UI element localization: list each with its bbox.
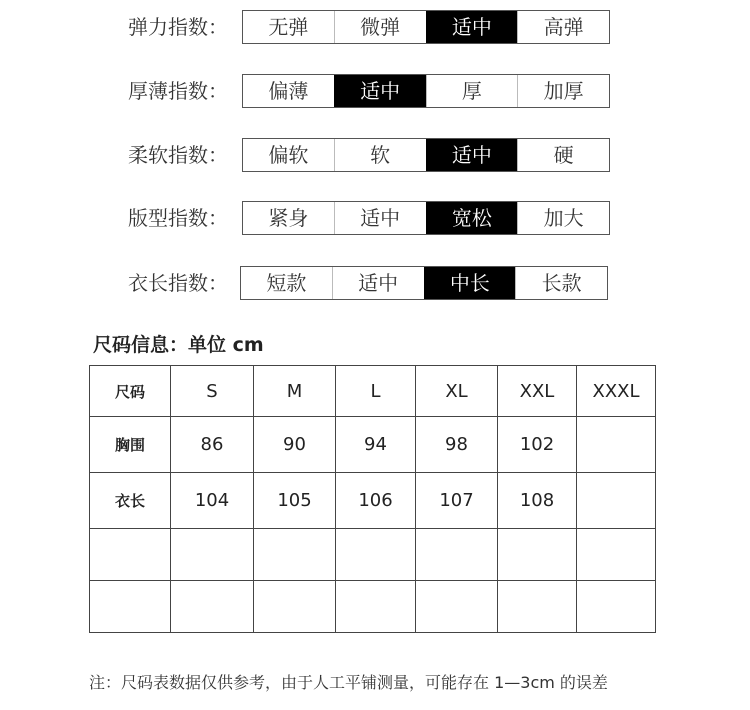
table-cell — [90, 581, 171, 633]
table-cell — [336, 529, 416, 581]
table-cell: 衣长 — [90, 473, 171, 529]
size-chart-title: 尺码信息：单位 cm — [93, 334, 264, 356]
table-cell — [577, 581, 656, 633]
attr-option: 适中 — [426, 139, 518, 171]
attr-label: 衣长指数： — [128, 271, 228, 295]
table-cell — [171, 529, 254, 581]
table-cell: 胸围 — [90, 417, 171, 473]
attr-option: 加大 — [517, 202, 609, 234]
table-header-cell: XL — [416, 366, 498, 417]
attr-option: 中长 — [424, 267, 516, 299]
attr-option: 紧身 — [268, 206, 309, 230]
attr-option: 适中 — [426, 11, 518, 43]
table-cell — [577, 473, 656, 529]
table-row — [90, 529, 656, 581]
table-header-row — [90, 366, 656, 417]
table-cell — [416, 529, 498, 581]
table-cell — [254, 529, 336, 581]
table-cell — [171, 581, 254, 633]
table-cell: 94 — [336, 417, 416, 473]
attr-option: 微弹 — [334, 11, 426, 43]
table-cell: 107 — [416, 473, 498, 529]
table-header-cell: L — [336, 366, 416, 417]
table-cell: 98 — [416, 417, 498, 473]
table-header-cell: M — [254, 366, 336, 417]
attr-scale — [242, 74, 610, 108]
attr-option: 厚 — [426, 75, 518, 107]
attr-row-length — [0, 266, 750, 300]
table-cell: 105 — [254, 473, 336, 529]
table-cell: 86 — [171, 417, 254, 473]
attr-option: 无弹 — [268, 15, 309, 39]
table-cell: 102 — [498, 417, 577, 473]
attr-scale — [240, 266, 608, 300]
attr-option: 短款 — [266, 271, 307, 295]
attr-option: 偏薄 — [268, 79, 309, 103]
attr-label: 版型指数： — [128, 206, 228, 230]
attr-label: 厚薄指数： — [128, 79, 228, 103]
table-cell: 108 — [498, 473, 577, 529]
attr-label: 弹力指数： — [128, 15, 228, 39]
table-cell — [498, 529, 577, 581]
attr-option: 适中 — [332, 267, 424, 299]
table-header-cell: 尺码 — [90, 366, 171, 417]
table-header-cell: XXL — [498, 366, 577, 417]
attr-option: 硬 — [517, 139, 609, 171]
attr-row-softness — [0, 138, 750, 172]
attr-option: 宽松 — [426, 202, 518, 234]
attr-option: 加厚 — [517, 75, 609, 107]
table-cell — [90, 529, 171, 581]
attr-option: 偏软 — [268, 143, 309, 167]
attr-scale — [242, 201, 610, 235]
table-cell — [577, 417, 656, 473]
attr-row-thickness — [0, 74, 750, 108]
table-row — [90, 581, 656, 633]
attr-option: 长款 — [515, 267, 607, 299]
attr-label: 柔软指数： — [128, 143, 228, 167]
attr-option: 适中 — [334, 75, 426, 107]
size-table — [89, 365, 656, 633]
table-header-cell: XXXL — [577, 366, 656, 417]
table-cell — [577, 529, 656, 581]
disclaimer-note: 注：尺码表数据仅供参考，由于人工平铺测量，可能存在 1—3cm 的误差 — [89, 673, 608, 692]
attr-option: 高弹 — [517, 11, 609, 43]
table-row — [90, 473, 656, 529]
table-cell — [254, 581, 336, 633]
table-cell: 90 — [254, 417, 336, 473]
table-cell — [336, 581, 416, 633]
table-cell: 104 — [171, 473, 254, 529]
table-cell: 106 — [336, 473, 416, 529]
table-cell — [416, 581, 498, 633]
attr-row-elasticity — [0, 10, 750, 44]
attr-option: 软 — [334, 139, 426, 171]
attr-row-fit — [0, 201, 750, 235]
table-cell — [498, 581, 577, 633]
table-header-cell: S — [171, 366, 254, 417]
table-row — [90, 417, 656, 473]
attr-option: 适中 — [334, 202, 426, 234]
attr-scale — [242, 10, 610, 44]
attr-scale — [242, 138, 610, 172]
